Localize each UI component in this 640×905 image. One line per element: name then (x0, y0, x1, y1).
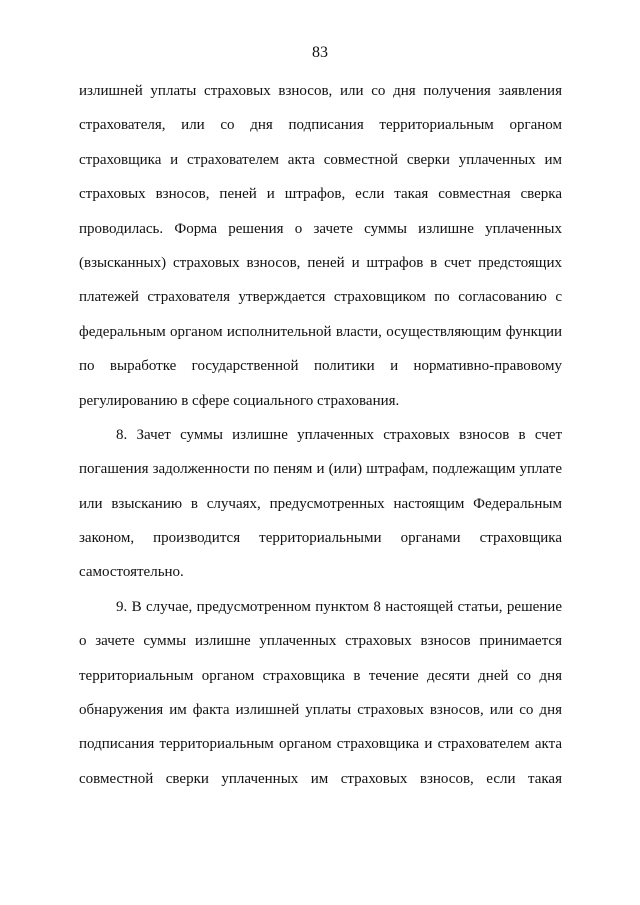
text-line: по выработке государственной политики и нормативно-правовому (79, 358, 562, 375)
page-number: 83 (312, 44, 328, 61)
text-line: (взысканных) страховых взносов, пеней и штрафов в счет предстоящих (79, 254, 562, 271)
text-line: федеральным органом исполнительной власти, осуществляющим функции (79, 323, 562, 340)
text-line: страхователя, или со дня подписания территориальным органом (79, 117, 562, 134)
text-line: страховщика и страхователем акта совместной сверки уплаченных им (79, 151, 562, 168)
paragraph-end-line: регулированию в сфере социального страхования. (79, 392, 400, 409)
paragraph-8-start: 8. Зачет суммы излишне уплаченных страховых взносов в счет (116, 426, 562, 443)
text-line: погашения задолженности по пеням и (или) штрафам, подлежащим уплате (79, 461, 562, 478)
text-line: подписания территориальным органом страховщика и страхователем акта (79, 736, 562, 753)
text-line: совместной сверки уплаченных им страховых взносов, если такая (79, 770, 562, 787)
document-body (79, 77, 562, 799)
text-line: платежей страхователя утверждается страховщиком по согласованию с (79, 289, 562, 306)
text-line: территориальным органом страховщика в течение десяти дней со дня (79, 667, 562, 684)
paragraph-9-start: 9. В случае, предусмотренном пунктом 8 настоящей статьи, решение (116, 598, 562, 615)
text-line: страховых взносов, пеней и штрафов, если такая совместная сверка (79, 186, 562, 203)
text-line: излишней уплаты страховых взносов, или со дня получения заявления (79, 83, 562, 99)
text-line: о зачете суммы излишне уплаченных страховых взносов принимается (79, 633, 562, 650)
paragraph-end-line: самостоятельно. (79, 564, 184, 581)
text-line: проводилась. Форма решения о зачете суммы излишне уплаченных (79, 220, 562, 237)
text-line: или взысканию в случаях, предусмотренных настоящим Федеральным (79, 495, 562, 512)
text-line: обнаружения им факта излишней уплаты страховых взносов, или со дня (79, 702, 562, 719)
text-line: законом, производится территориальными органами страховщика (79, 530, 562, 547)
